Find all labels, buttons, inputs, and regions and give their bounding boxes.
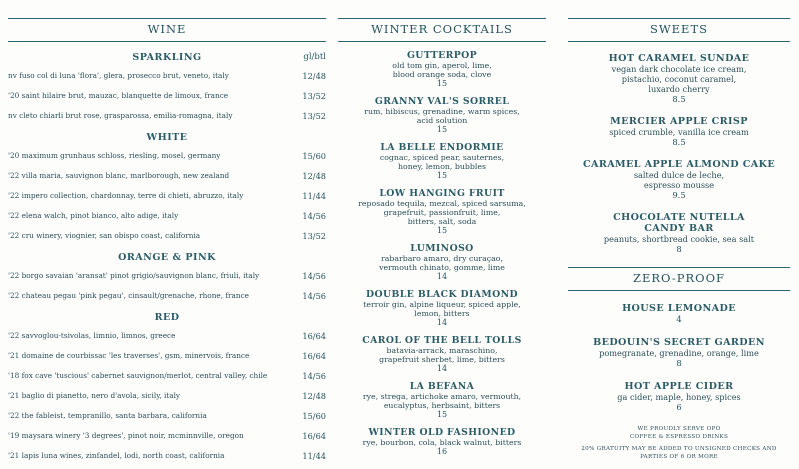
cocktail-item bbox=[338, 51, 546, 88]
cocktail-name: GRANNY VAL'S SORREL bbox=[374, 96, 510, 107]
wine-price: 16/64 bbox=[302, 331, 326, 341]
cocktail-item bbox=[338, 428, 546, 456]
wine-item bbox=[8, 106, 326, 126]
sweet-item bbox=[568, 159, 790, 201]
wine-item bbox=[8, 206, 326, 226]
cocktail-item bbox=[338, 382, 546, 419]
cocktail-name: CAROL OF THE BELL TOLLS bbox=[362, 335, 522, 346]
wine-name: '22 savvoglou-tsivolas, limnio, limnos, greece bbox=[8, 331, 176, 340]
wine-price: 14/56 bbox=[302, 211, 326, 221]
gratuity-note bbox=[568, 445, 790, 461]
wine-name: '19 maysara winery '3 degrees', pinot noir, mcminnville, oregon bbox=[8, 431, 244, 440]
wine-price: 14/56 bbox=[302, 291, 326, 301]
wine-item bbox=[8, 346, 326, 366]
zero-proof-desc: pomegranate, grenadine, orange, lime bbox=[599, 348, 759, 358]
cocktail-desc: old tom gin, aperol, lime, bbox=[392, 61, 492, 70]
glass-bottle-label: gl/btl bbox=[303, 52, 326, 62]
wine-name: '22 chateau pegau 'pink pegau', cinsault/grenache, rhone, france bbox=[8, 291, 249, 300]
wine-price: 12/48 bbox=[302, 391, 326, 401]
cocktail-price: 15 bbox=[436, 171, 448, 180]
wine-item bbox=[8, 326, 326, 346]
cocktail-price: 16 bbox=[436, 447, 448, 456]
cocktail-name: LOW HANGING FRUIT bbox=[379, 188, 505, 199]
wine-name: nv fuso col di luna 'flora', glera, prosecco brut, veneto, italy bbox=[8, 71, 229, 80]
wine-name: '22 the fableist, tempranillo, santa barbara, california bbox=[8, 411, 207, 420]
zero-proof-title: ZERO-PROOF bbox=[568, 267, 790, 291]
sweet-desc: spiced crumble, vanilla ice cream bbox=[609, 127, 749, 137]
cocktails-column bbox=[338, 18, 546, 456]
cocktail-desc: grapefruit, passionfruit, lime, bbox=[383, 208, 501, 217]
wine-item bbox=[8, 266, 326, 286]
cocktail-price: 14 bbox=[436, 272, 448, 281]
zero-proof-item bbox=[568, 337, 790, 369]
wine-title: WINE bbox=[8, 18, 326, 42]
section-title-sparkling: SPARKLING bbox=[132, 52, 202, 63]
section-title-red: RED bbox=[154, 312, 180, 323]
sweets-title: SWEETS bbox=[568, 18, 790, 42]
wine-item bbox=[8, 166, 326, 186]
wine-price: 13/52 bbox=[302, 231, 326, 241]
cocktail-name: LA BEFANA bbox=[409, 381, 475, 392]
cocktail-desc: reposado tequila, mezcal, spiced sarsuma, bbox=[358, 199, 526, 208]
sweet-price: 8 bbox=[676, 244, 682, 254]
wine-name: '21 baglio di pianetto, nero d'avola, sicily, italy bbox=[8, 391, 181, 400]
wine-price: 16/64 bbox=[302, 431, 326, 441]
cocktail-name: LA BELLE ENDORMIE bbox=[380, 142, 504, 153]
sweet-name: HOT CARAMEL SUNDAE bbox=[608, 53, 750, 64]
wine-price: 15/60 bbox=[302, 151, 326, 161]
cocktail-desc: rum, hibiscus, grenadine, warm spices, bbox=[364, 107, 520, 116]
wine-item bbox=[8, 446, 326, 466]
cocktail-price: 15 bbox=[436, 410, 448, 419]
sweet-name: CHOCOLATE NUTELLA bbox=[613, 212, 745, 223]
cocktail-desc: rye, strega, artichoke amaro, vermouth, bbox=[362, 392, 522, 401]
wine-name: '22 villa maria, sauvignon blanc, marlborough, new zealand bbox=[8, 171, 230, 180]
cocktail-desc: cognac, spiced pear, sauternes, bbox=[379, 153, 505, 162]
wine-item bbox=[8, 426, 326, 446]
wine-item bbox=[8, 186, 326, 206]
wine-name: nv cleto chiarli brut rose, grasparossa, emilia-romagna, italy bbox=[8, 111, 233, 120]
coffee-note bbox=[568, 425, 790, 441]
wine-name: '20 maximum grunhaus schloss, riesling, mosel, germany bbox=[8, 151, 221, 160]
sweet-desc: vegan dark chocolate ice cream, bbox=[611, 64, 747, 74]
wine-price: 14/56 bbox=[302, 271, 326, 281]
wine-item bbox=[8, 66, 326, 86]
cocktail-item bbox=[338, 290, 546, 327]
sweet-desc: salted dulce de leche, bbox=[633, 170, 725, 180]
sweet-item bbox=[568, 212, 790, 255]
wine-name: '22 borgo savaian 'aransat' pinot grigio/sauvignon blanc, friuli, italy bbox=[8, 271, 260, 280]
coffee-note-line: WE PROUDLY SERVE OPO bbox=[637, 426, 721, 432]
gratuity-note-line: PARTIES OF 6 OR MORE bbox=[640, 454, 718, 460]
cocktail-desc: rabarbaro amaro, dry curaçao, bbox=[381, 254, 503, 263]
wine-price: 11/44 bbox=[302, 451, 326, 461]
wine-name: '22 impero collection, chardonnay, terre di chieti, abruzzo, italy bbox=[8, 191, 244, 200]
section-title-white: WHITE bbox=[146, 132, 188, 143]
cocktail-item bbox=[338, 97, 546, 134]
wine-price: 12/48 bbox=[302, 71, 326, 81]
wine-price: 11/44 bbox=[302, 191, 326, 201]
cocktail-price: 15 bbox=[436, 79, 448, 88]
cocktail-desc: bitters, salt, soda bbox=[407, 217, 477, 226]
cocktail-desc: grapefruit sherbet, lime, bitters bbox=[379, 355, 505, 364]
zero-proof-name: HOUSE LEMONADE bbox=[622, 303, 736, 314]
coffee-note-line: COFFEE & ESPRESSO DRINKS bbox=[629, 434, 729, 440]
zero-proof-price: 8 bbox=[676, 358, 682, 368]
sweet-name: CANDY BAR bbox=[644, 223, 714, 234]
sweet-desc: espresso mousse bbox=[643, 180, 715, 190]
zero-proof-desc: ga cider, maple, honey, spices bbox=[617, 392, 741, 402]
sweet-desc: pistachio, coconut caramel, bbox=[621, 74, 737, 84]
sweets-column bbox=[568, 18, 790, 461]
cocktail-price: 15 bbox=[436, 125, 448, 134]
cocktail-price: 14 bbox=[436, 364, 448, 373]
cocktail-price: 14 bbox=[436, 318, 448, 327]
sweet-price: 8.5 bbox=[672, 94, 686, 104]
gratuity-note-line: 20% GRATUITY MAY BE ADDED TO UNSIGNED CHECKS AND bbox=[581, 446, 777, 452]
wine-price: 16/64 bbox=[302, 351, 326, 361]
cocktail-name: DOUBLE BLACK DIAMOND bbox=[366, 289, 518, 300]
zero-proof-item bbox=[568, 303, 790, 325]
zero-proof-price: 6 bbox=[676, 402, 682, 412]
wine-item bbox=[8, 286, 326, 306]
zero-proof-item bbox=[568, 381, 790, 413]
cocktail-name: WINTER OLD FASHIONED bbox=[368, 427, 516, 438]
cocktail-item bbox=[338, 143, 546, 180]
cocktail-desc: terroir gin, alpine liqueur, spiced apple, bbox=[363, 300, 521, 309]
sweet-item bbox=[568, 53, 790, 105]
cocktail-desc: lemon, bitters bbox=[414, 309, 470, 318]
zero-proof-price: 4 bbox=[676, 314, 682, 324]
cocktail-desc: honey, lemon, bubbles bbox=[398, 162, 486, 171]
wine-name: '22 elena walch, pinot bianco, alto adige, italy bbox=[8, 211, 179, 220]
sweet-price: 8.5 bbox=[672, 137, 686, 147]
wine-column bbox=[8, 18, 326, 466]
wine-name: '21 lapis luna wines, zinfandel, lodi, north coast, california bbox=[8, 451, 225, 460]
wine-name: '20 saint hilaire brut, mauzac, blanquette de limoux, france bbox=[8, 91, 229, 100]
wine-price: 15/60 bbox=[302, 411, 326, 421]
wine-item bbox=[8, 146, 326, 166]
cocktail-item bbox=[338, 336, 546, 373]
cocktail-desc: blood orange soda, clove bbox=[392, 70, 492, 79]
zero-proof-name: HOT APPLE CIDER bbox=[624, 381, 734, 392]
sweet-price: 9.5 bbox=[672, 190, 686, 200]
wine-name: '21 domaine de courbissac 'les traverses', gsm, minervois, france bbox=[8, 351, 250, 360]
wine-price: 14/56 bbox=[302, 371, 326, 381]
cocktail-desc: eucalyptus, herbsaint, bitters bbox=[383, 401, 501, 410]
wine-price: 13/52 bbox=[302, 111, 326, 121]
sweet-desc: luxardo cherry bbox=[648, 84, 710, 94]
wine-item bbox=[8, 386, 326, 406]
wine-item bbox=[8, 406, 326, 426]
cocktail-desc: acid solution bbox=[416, 116, 468, 125]
wine-name: '18 fox cave 'tuscious' cabernet sauvignon/merlot, central valley, chile bbox=[8, 371, 268, 380]
sweet-name: MERCIER APPLE CRISP bbox=[610, 116, 748, 127]
wine-item bbox=[8, 226, 326, 246]
cocktail-desc: rye, bourbon, cola, black walnut, bitters bbox=[362, 438, 522, 447]
wine-name: '22 cru winery, viognier, san obispo coast, california bbox=[8, 231, 201, 240]
cocktail-desc: vermouth chinato, gomme, lime bbox=[379, 263, 505, 272]
cocktail-price: 15 bbox=[436, 226, 448, 235]
sweet-name: CARAMEL APPLE ALMOND CAKE bbox=[582, 159, 776, 170]
zero-proof-name: BEDOUIN'S SECRET GARDEN bbox=[593, 337, 765, 348]
cocktails-title: WINTER COCKTAILS bbox=[338, 18, 546, 42]
wine-item bbox=[8, 366, 326, 386]
cocktail-item bbox=[338, 244, 546, 281]
section-title-orange-pink: ORANGE & PINK bbox=[118, 252, 216, 263]
wine-price: 13/52 bbox=[302, 91, 326, 101]
cocktail-name: LUMINOSO bbox=[410, 243, 474, 254]
sweet-desc: peanuts, shortbread cookie, sea salt bbox=[603, 234, 755, 244]
cocktail-name: GUTTERPOP bbox=[406, 50, 478, 61]
wine-price: 12/48 bbox=[302, 171, 326, 181]
cocktail-desc: batavia-arrack, maraschino, bbox=[386, 346, 498, 355]
sparkling-header bbox=[8, 52, 326, 66]
sweet-item bbox=[568, 116, 790, 148]
cocktail-item bbox=[338, 189, 546, 235]
wine-item bbox=[8, 86, 326, 106]
